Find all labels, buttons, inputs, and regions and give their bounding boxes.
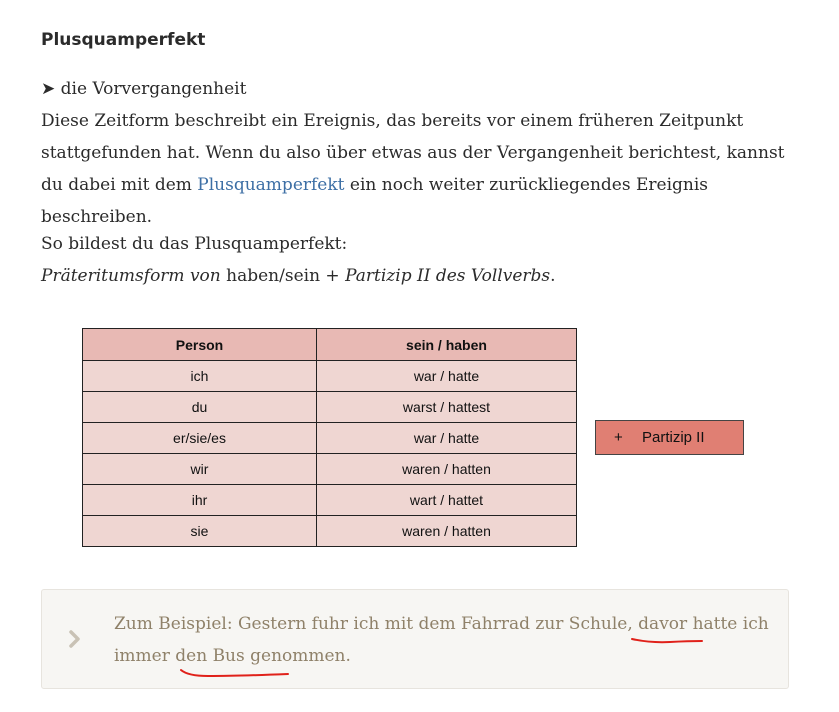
table-cell-form: warst / hattest: [317, 392, 577, 423]
table-row: [83, 423, 577, 454]
header-sein-haben: sein / haben: [317, 329, 577, 361]
intro-paragraph: [41, 73, 801, 233]
formation-rule: [41, 260, 801, 292]
partizip-label: Partizip II: [642, 429, 705, 446]
table-cell-person: er/sie/es: [83, 423, 317, 454]
intro-text-after-link: ein noch weiter zurückliegendes Ereignis beschreiben.: [41, 175, 709, 227]
conjugation-table: [82, 328, 577, 547]
chevron-right-icon: [68, 630, 82, 648]
table-row: [83, 361, 577, 392]
table-cell-form: war / hatte: [317, 361, 577, 392]
table-row: [83, 454, 577, 485]
table-cell-person: ihr: [83, 485, 317, 516]
table-cell-person: ich: [83, 361, 317, 392]
table-cell-person: du: [83, 392, 317, 423]
header-person: Person: [83, 329, 317, 361]
formation-part-haben-sein: haben/sein +: [220, 266, 346, 286]
formation-part-praeteritum: Präteritumsform von: [41, 266, 221, 286]
underline-genommen: [178, 666, 292, 680]
table-row: [83, 485, 577, 516]
intro-subtitle: die Vorvergangenheit: [60, 79, 247, 99]
underline-hatte-ich: [630, 636, 706, 646]
table-cell-person: sie: [83, 516, 317, 547]
formation-part-partizip: Partizip II des Vollverbs: [345, 266, 551, 286]
partizip-box: [595, 420, 744, 455]
table-row: [83, 516, 577, 547]
table-row: [83, 392, 577, 423]
plusquamperfekt-link[interactable]: Plusquamperfekt: [197, 175, 345, 195]
intro-text-before-link: Diese Zeitform beschreibt ein Ereignis, das bereits vor einem früheren Zeitpunkt stattgefunden hat. Wenn du also über etwas aus der Vergangenheit berichtest, kannst du dabei mit dem: [41, 111, 785, 195]
table-cell-form: waren / hatten: [317, 516, 577, 547]
table-cell-form: waren / hatten: [317, 454, 577, 485]
formation-paragraph: [41, 228, 801, 292]
table-cell-form: wart / hattet: [317, 485, 577, 516]
example-text: Zum Beispiel: Gestern fuhr ich mit dem Fahrrad zur Schule, davor hatte ich immer den Bus genommen.: [114, 614, 769, 666]
arrow-icon: ➤: [41, 79, 56, 99]
page-heading: Plusquamperfekt: [41, 30, 206, 50]
table-cell-person: wir: [83, 454, 317, 485]
formation-intro: So bildest du das Plusquamperfekt:: [41, 234, 348, 254]
plus-sign: +: [614, 429, 623, 446]
intro-subtitle-line: [41, 73, 801, 105]
table-cell-form: war / hatte: [317, 423, 577, 454]
formation-part-period: .: [550, 266, 556, 286]
table-header-row: [83, 329, 577, 361]
intro-body: [41, 105, 801, 233]
